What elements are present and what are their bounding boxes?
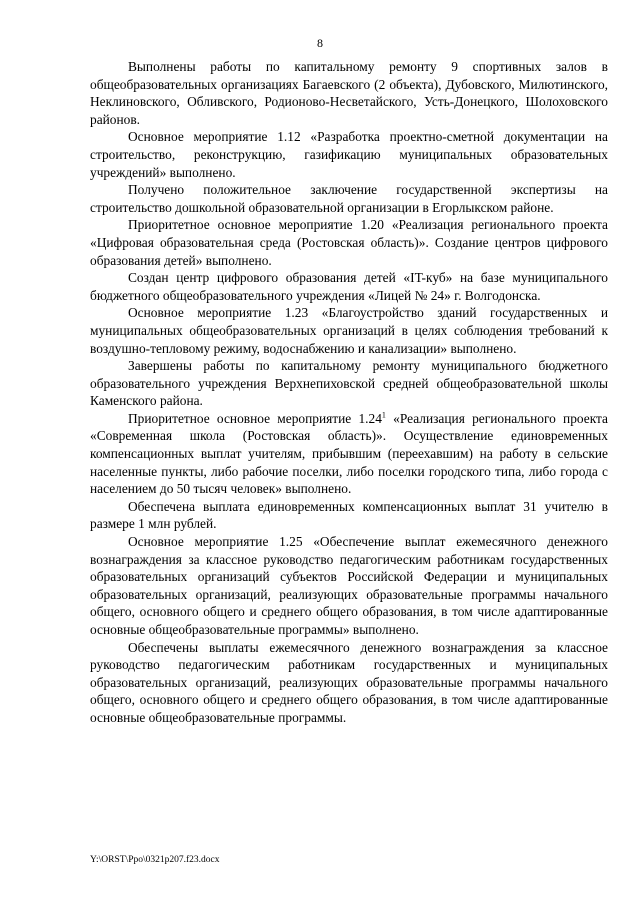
paragraph: Обеспечена выплата единовременных компенсационных выплат 31 учителю в размере 1 млн рублей. — [90, 498, 608, 532]
document-body — [90, 58, 608, 727]
paragraph: Выполнены работы по капитальному ремонту 9 спортивных залов в общеобразовательных организациях Багаевского (2 объекта), Дубовского, Милютинского, Неклиновского, Обливского, Родионово-Несветайского, Усть-Донецкого, Шолоховского районов. — [90, 59, 608, 127]
footnote-marker: 1 — [381, 410, 386, 420]
paragraph: Приоритетное основное мероприятие 1.20 «Реализация регионального проекта «Цифровая образовательная среда (Ростовская область)». Создание центров цифрового образования детей» выполнено. — [90, 217, 608, 268]
paragraph-text-start: Приоритетное основное мероприятие 1.24 — [128, 410, 382, 426]
paragraph: Основное мероприятие 1.23 «Благоустройство зданий государственных и муниципальных общеобразовательных организаций в целях соблюдения требований к воздушно-тепловому режиму, водоснабжению и канализации» выполнено. — [90, 305, 608, 356]
paragraph: Основное мероприятие 1.12 «Разработка проектно-сметной документации на строительство, реконструкцию, газификацию муниципальных образовательных учреждений» выполнено. — [90, 129, 608, 180]
paragraph: Получено положительное заключение государственной экспертизы на строительство дошкольной образовательной организации в Егорлыкском районе. — [90, 182, 608, 215]
paragraph: Обеспечены выплаты ежемесячного денежного вознаграждения за классное руководство педагогическим работникам государственных и муниципальных образовательных организаций, реализующих образовательные программы начального общего, основного общего и среднего общего образования, в том числе адаптированные основные общеобразовательные программы. — [90, 639, 608, 725]
paragraph: Завершены работы по капитальному ремонту муниципального бюджетного образовательного учреждения Верхнепиховской средней общеобразовательной школы Каменского района. — [90, 358, 608, 409]
paragraph: Основное мероприятие 1.25 «Обеспечение выплат ежемесячного денежного вознаграждения за классное руководство педагогическим работникам государственных образовательных организаций субъектов Российской Федерации и муниципальных образовательных организаций, реализующих образовательные программы начального общего, основного общего и среднего общего образования, в том числе адаптированные основные общеобразовательные программы» выполнено. — [90, 534, 608, 637]
page-number: 8 — [317, 36, 323, 50]
footer-file-path: Y:\ORST\Ppo\0321p207.f23.docx — [90, 855, 220, 865]
paragraph-text-end: «Реализация регионального проекта «Современная школа (Ростовская область)». Осуществление единовременных компенсационных выплат учителям, прибывшим (переехавшим) на работу в сельские населенные пункты, либо рабочие поселки, либо поселки городского типа, либо города с населением до 50 тысяч человек» выполнено. — [90, 410, 608, 497]
paragraph: Создан центр цифрового образования детей «IT-куб» на базе муниципального бюджетного общеобразовательного учреждения «Лицей № 24» г. Волгодонска. — [90, 270, 608, 303]
paragraph-with-footnote — [90, 410, 608, 498]
